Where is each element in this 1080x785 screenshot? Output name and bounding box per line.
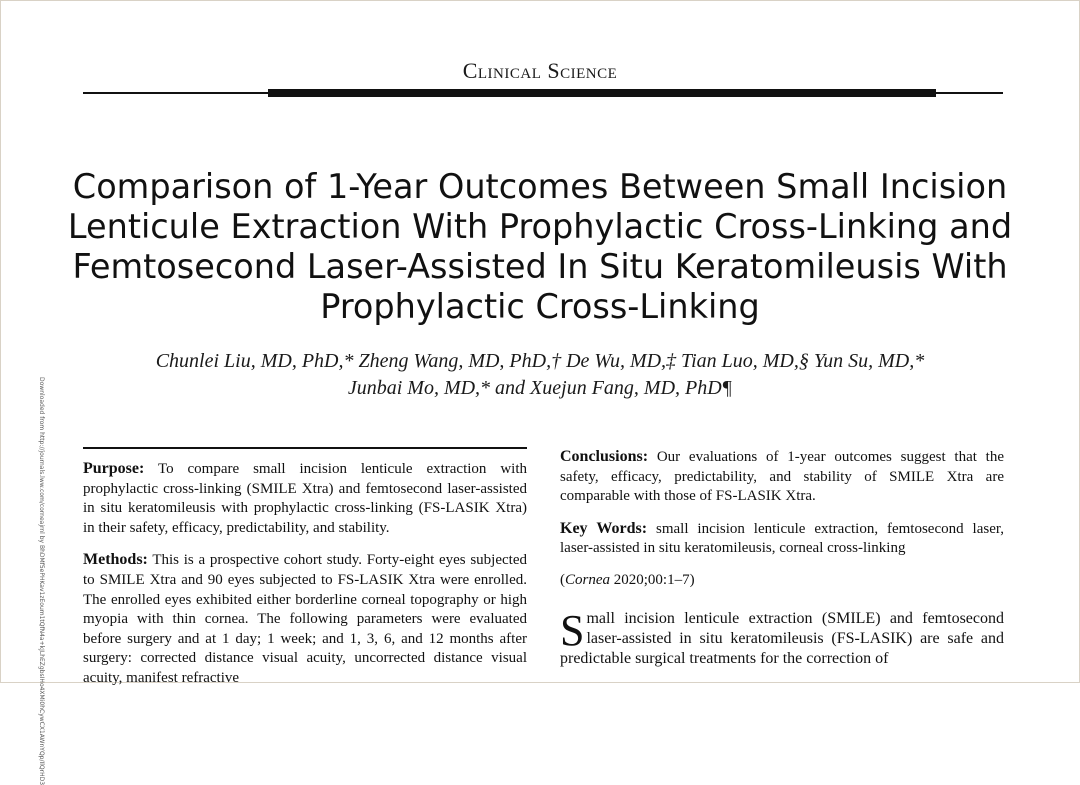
abstract-keywords <box>560 519 1004 559</box>
methods-text: This is a prospective cohort study. Forty-eight eyes subjected to SMILE Xtra and 90 eyes subjected to FS-LASIK Xtra were enrolled. The enrolled eyes exhibited either borderline corneal topography or high myopia with thin cornea. The following parameters were evaluated before surgery and at 1 day; 1 week; and 1, 3, 6, and 12 months after surgery: corrected distance visual acuity, uncorrected distance visual acuity, manifest refractive <box>83 552 527 686</box>
section-header: Clinical Science <box>462 58 618 83</box>
author-line-2: Junbai Mo, MD,* and Xuejun Fang, MD, PhD¶ <box>347 377 733 399</box>
author-list <box>60 348 1020 402</box>
abstract-methods <box>83 550 527 688</box>
keywords-text: small incision lenticule extraction, femtosecond laser, laser-assisted in situ keratomileusis, corneal cross-linking <box>560 520 1004 557</box>
abstract-purpose <box>83 459 527 538</box>
citation <box>560 571 1004 591</box>
abstract-conclusions <box>560 447 1004 507</box>
article-title: Comparison of 1-Year Outcomes Between Small Incision Lenticule Extraction With Prophylactic Cross-Linking and Femtosecond Laser-Assisted In Situ Keratomileusis With Prophylactic Cross-Linking <box>67 167 1013 326</box>
abstract-rule <box>83 447 527 449</box>
abstract-left-column <box>83 459 527 699</box>
body-text: mall incision lenticule extraction (SMILE) and femtosecond laser-assisted in situ keratomileusis (FS-LASIK) are safe and predictable surgical treatments for the correction of <box>560 609 1004 667</box>
citation-open: ( <box>560 571 565 588</box>
conclusions-label: Conclusions: <box>560 448 649 465</box>
citation-journal: Cornea <box>565 571 610 588</box>
methods-label: Methods: <box>83 551 148 569</box>
drop-cap: S <box>560 605 585 655</box>
download-watermark: Downloaded from http://journals.lww.com/corneajrnl by BhDMf5ePHKav1zEoum1tQfN4a+kJLhEZgbsIHo4XMi0hCywCX1AWnYQp/IlQrHD3 <box>38 377 45 785</box>
conclusions-text: Our evaluations of 1-year outcomes suggest that the safety, efficacy, predictability, and stability of SMILE Xtra are comparable with those of FS-LASIK Xtra. <box>560 449 1005 505</box>
keywords-label: Key Words: <box>560 519 648 537</box>
purpose-text: To compare small incision lenticule extraction with prophylactic cross-linking (SMILE Xtra) and femtosecond laser-assisted in situ keratomileusis with prophylactic cross-linking (FS-LASIK Xtra) in their safety, efficacy, predictability, and stability. <box>83 461 528 536</box>
body-paragraph <box>560 605 1004 669</box>
author-line-1: Chunlei Liu, MD, PhD,* Zheng Wang, MD, PhD,† De Wu, MD,‡ Tian Luo, MD,§ Yun Su, MD,* <box>155 350 925 372</box>
citation-rest: 2020;00:1–7) <box>610 571 695 588</box>
purpose-label: Purpose: <box>83 460 145 477</box>
abstract-right-column <box>560 447 1004 669</box>
header-rule-accent <box>268 89 936 97</box>
